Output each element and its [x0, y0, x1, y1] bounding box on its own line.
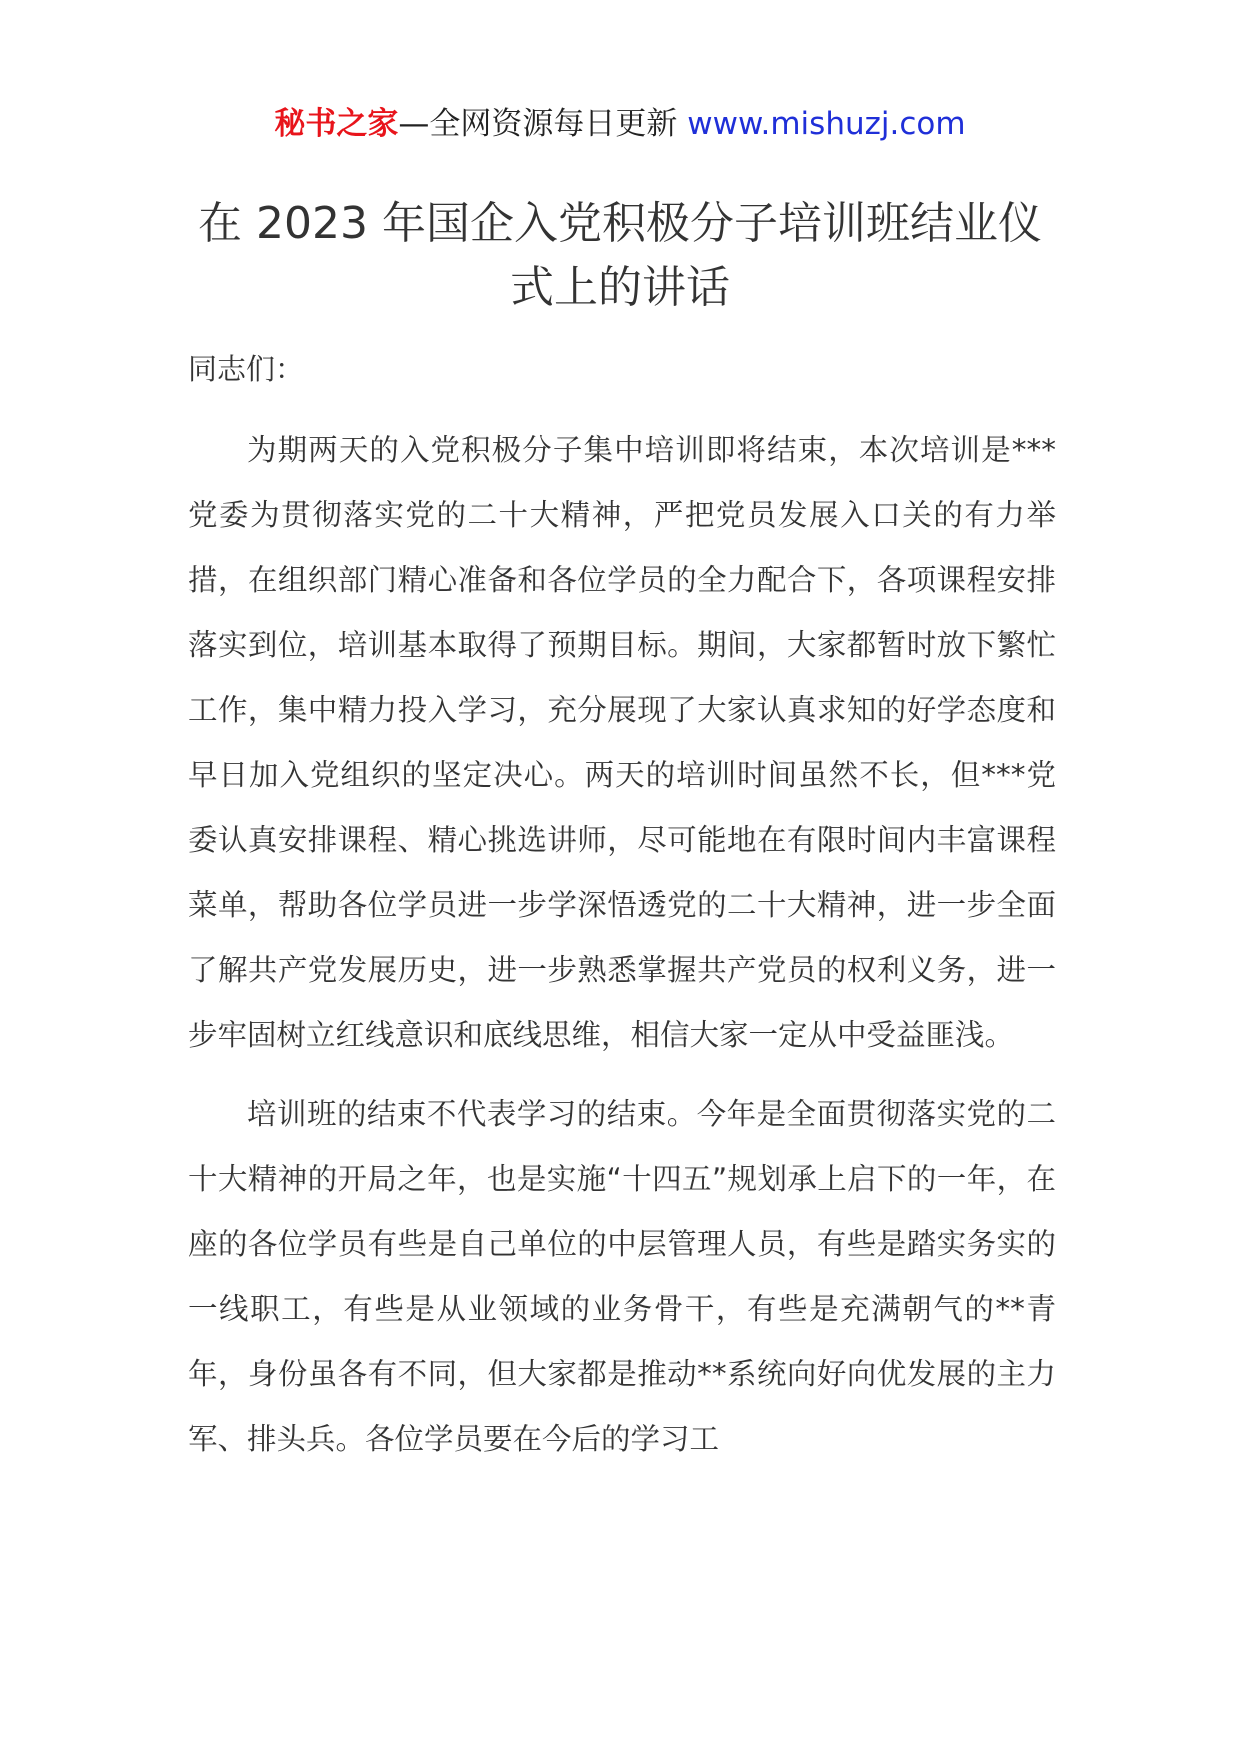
header-tagline: —全网资源每日更新 [398, 106, 678, 142]
document-body [188, 418, 1056, 1486]
document-title: 在 2023 年国企入党积极分子培训班结业仪式上的讲话 [198, 198, 1042, 313]
body-paragraph-1: 为期两天的入党积极分子集中培训即将结束，本次培训是***党委为贯彻落实党的二十大精神，严把党员发展入口关的有力举措，在组织部门精心准备和各位学员的全力配合下，各项课程安排落实到位，培训基本取得了预期目标。期间，大家都暂时放下繁忙工作，集中精力投入学习，充分展现了大家认真求知的好学态度和早日加入党组织的坚定决心。两天的培训时间虽然不长，但***党委认真安排课程、精心挑选讲师，尽可能地在有限时间内丰富课程菜单，帮助各位学员进一步学深悟透党的二十大精神，进一步全面了解共产党发展历史，进一步熟悉掌握共产党员的权利义务，进一步牢固树立红线意识和底线思维，相信大家一定从中受益匪浅。 [188, 433, 1056, 1052]
site-url-link[interactable]: www.mishuzj.com [687, 106, 966, 142]
brand-name: 秘书之家 [274, 106, 399, 142]
site-header [0, 100, 1240, 148]
body-paragraph-2: 培训班的结束不代表学习的结束。今年是全面贯彻落实党的二十大精神的开局之年，也是实施“十四五”规划承上启下的一年，在座的各位学员有些是自己单位的中层管理人员，有些是踏实务实的一线职工，有些是从业领域的业务骨干，有些是充满朝气的**青年，身份虽各有不同，但大家都是推动**系统向好向优发展的主力军、排头兵。各位学员要在今后的学习工 [188, 1097, 1056, 1456]
salutation: 同志们： [188, 352, 305, 386]
